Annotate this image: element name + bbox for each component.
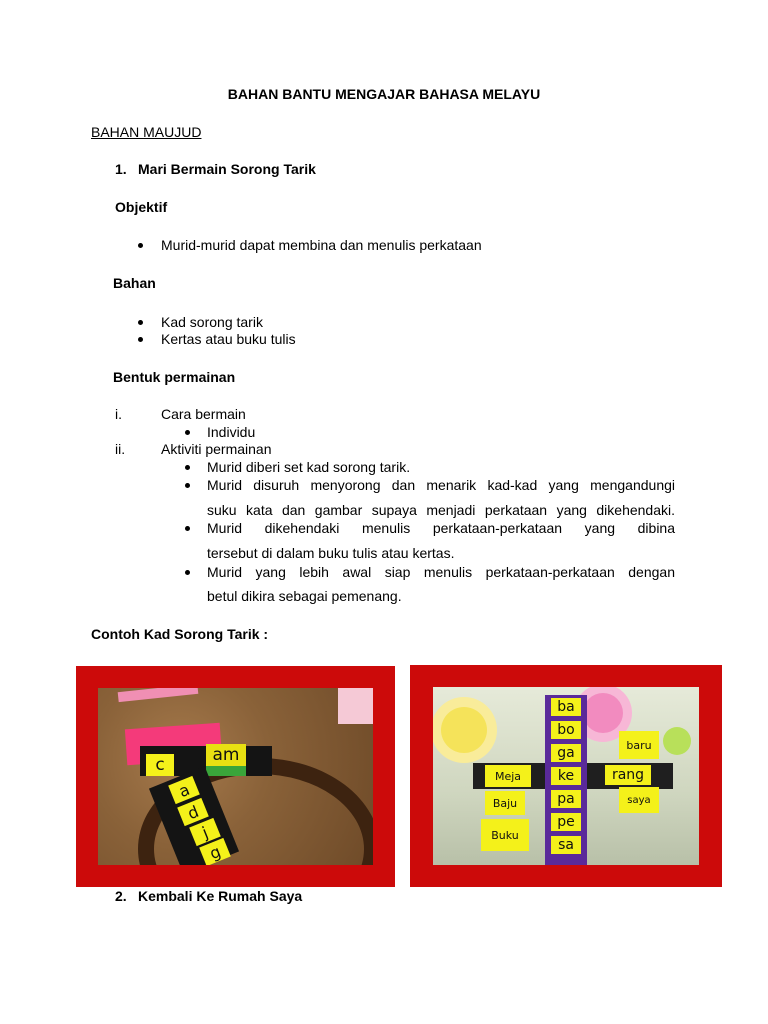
bullet-icon — [185, 430, 190, 435]
bullet-icon — [185, 570, 190, 575]
word-card: rang — [605, 765, 651, 785]
letter-card: j — [189, 818, 221, 846]
aktiviti-item-continued: tersebut di dalam buku tulis atau kertas. — [207, 545, 455, 561]
bullet-icon — [185, 526, 190, 531]
letter-card: d — [177, 798, 209, 826]
letter-card: c — [146, 754, 174, 776]
cara-bermain-item: Individu — [207, 424, 256, 440]
picture-strip — [206, 766, 246, 776]
aktiviti-item: Murid diberi set kad sorong tarik. — [207, 459, 411, 475]
syllable-card: ke — [551, 767, 581, 785]
card-strip — [118, 688, 199, 702]
bullet-icon — [138, 320, 143, 325]
objektif-heading: Objektif — [115, 199, 168, 215]
aktiviti-item-continued: suku kata dan gambar supaya menjadi perkataan yang dikehendaki. — [207, 502, 675, 518]
word-card: saya — [619, 787, 659, 813]
letter-card: g — [199, 838, 231, 865]
syllable-card: sa — [551, 836, 581, 854]
word-card: Meja — [485, 765, 531, 787]
flower-decoration — [441, 707, 487, 753]
syllable-card: pe — [551, 813, 581, 831]
letter-card: am — [206, 744, 246, 766]
document-title: BAHAN BANTU MENGAJAR BAHASA MELAYU — [227, 86, 541, 102]
item-2-heading: Kembali Ke Rumah Saya — [138, 888, 303, 904]
aktiviti-item: Murid yang lebih awal siap menulis perkataan-perkataan dengan — [207, 564, 675, 580]
flower-decoration — [663, 727, 691, 755]
sorong-tarik-photo — [98, 688, 373, 865]
section-heading: BAHAN MAUJUD — [91, 124, 202, 140]
bahan-item: Kad sorong tarik — [161, 314, 263, 330]
aktiviti-label: Aktiviti permainan — [161, 441, 272, 457]
item-2-number: 2. — [115, 888, 127, 904]
syllable-card: ba — [551, 698, 581, 716]
word-card: Buku — [481, 819, 529, 851]
syllable-card: bo — [551, 721, 581, 739]
bullet-icon — [185, 483, 190, 488]
word-card: baru — [619, 731, 659, 759]
bahan-item: Kertas atau buku tulis — [161, 331, 296, 347]
bullet-icon — [138, 337, 143, 342]
aktiviti-item: Murid dikehendaki menulis perkataan-perkataan yang dibina — [207, 520, 675, 536]
aktiviti-item: Murid disuruh menyorong dan menarik kad-kad yang mengandungi — [207, 477, 675, 493]
word-card: Baju — [485, 791, 525, 815]
bullet-icon — [185, 465, 190, 470]
numeral-ii: ii. — [115, 441, 126, 457]
contoh-heading: Contoh Kad Sorong Tarik : — [91, 626, 269, 642]
photo-frame-left — [76, 666, 395, 887]
bahan-heading: Bahan — [113, 275, 156, 291]
bullet-icon — [138, 243, 143, 248]
item-1-number: 1. — [115, 161, 127, 177]
photo-frame-right — [410, 665, 722, 887]
item-1-heading: Mari Bermain Sorong Tarik — [138, 161, 316, 177]
numeral-i: i. — [115, 406, 122, 422]
flower-decoration — [583, 693, 623, 733]
bentuk-heading: Bentuk permainan — [113, 369, 236, 385]
letter-card: a — [168, 776, 200, 804]
kad-sorong-tarik-photo — [433, 687, 699, 865]
syllable-card: ga — [551, 744, 581, 762]
cara-bermain-label: Cara bermain — [161, 406, 246, 422]
aktiviti-item-continued: betul dikira sebagai pemenang. — [207, 588, 402, 604]
card-corner — [338, 688, 373, 724]
syllable-card: pa — [551, 790, 581, 808]
objektif-item: Murid-murid dapat membina dan menulis perkataan — [161, 237, 482, 253]
